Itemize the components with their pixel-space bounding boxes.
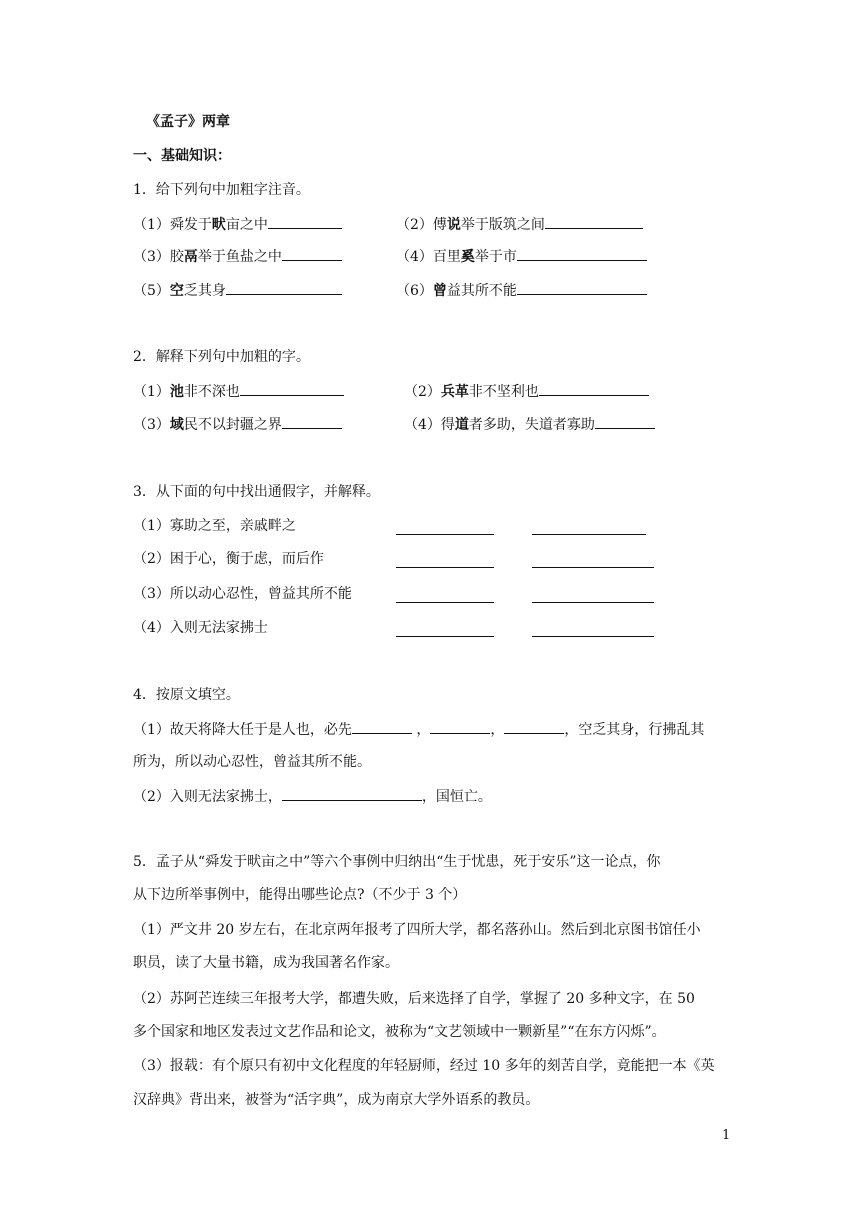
q5-example-3-line-1: （3）报载：有个原只有初中文化程度的年轻厨师，经过 10 多年的刻苦自学，竟能把一本《英: [133, 1058, 715, 1074]
q2-item-4: （4）得道者多助，失道者寡助: [404, 414, 655, 435]
q1-item-2: （2）傅说举于版筑之间: [396, 214, 643, 235]
page-number: 1: [722, 1128, 731, 1143]
q5-example-1-line-1: （1）严文井 20 岁左右，在北京两年报考了四所大学，都名落孙山。然后到北京图书馆任小: [133, 922, 701, 938]
answer-blank[interactable]: [282, 786, 422, 801]
q5-stem-line-1: 5．孟子从“舜发于畎亩之中”等六个事例中归纳出“生于忧患，死于安乐”这一论点，你: [133, 854, 661, 870]
answer-blank[interactable]: [532, 520, 646, 535]
q5-stem-line-2: 从下边所举事例中，能得出哪些论点?（不少于 3 个）: [133, 887, 467, 903]
q5-example-2-line-2: 多个国家和地区发表过文艺作品和论文，被称为“文艺领域中一颗新星”“在东方闪烁”。: [133, 1024, 666, 1040]
q2-stem: 2．解释下列句中加粗的字。: [133, 349, 310, 365]
answer-blank[interactable]: [532, 553, 654, 568]
q3-item-2: （2）困于心，衡于虑，而后作: [133, 551, 324, 567]
answer-blank[interactable]: [539, 381, 649, 396]
q4-line-1: （1）故天将降大任于是人也，必先 ， ， ，空乏其身，行拂乱其: [133, 719, 704, 740]
answer-blank[interactable]: [545, 214, 643, 229]
q5-example-2-line-1: （2）苏阿芒连续三年报考大学，都遭失败，后来选择了自学，掌握了 20 多种文字，在 50: [133, 991, 695, 1007]
q2-item-2: （2）兵革非不坚利也: [404, 381, 649, 402]
answer-blank[interactable]: [352, 719, 412, 734]
q1-item-6: （6）曾益其所不能: [396, 280, 647, 301]
section-heading: 一、基础知识：: [133, 148, 231, 164]
q5-example-1-line-2: 职员，读了大量书籍，成为我国著名作家。: [133, 955, 399, 971]
q3-item-3: （3）所以动心忍性，曾益其所不能: [133, 586, 352, 602]
answer-blank[interactable]: [504, 719, 564, 734]
q4-line-2: 所为，所以动心忍性，曾益其所不能。: [133, 754, 371, 770]
answer-blank[interactable]: [532, 622, 654, 637]
answer-blank[interactable]: [517, 280, 647, 295]
answer-blank[interactable]: [396, 553, 494, 568]
q3-item-4: （4）入则无法家拂士: [133, 620, 268, 636]
answer-blank[interactable]: [282, 414, 342, 429]
answer-blank[interactable]: [517, 246, 647, 261]
answer-blank[interactable]: [282, 246, 342, 261]
q4-line-3: （2）入则无法家拂士， ，国恒亡。: [133, 786, 492, 807]
answer-blank[interactable]: [396, 520, 494, 535]
q3-stem: 3．从下面的句中找出通假字，并解释。: [133, 484, 380, 500]
answer-blank[interactable]: [430, 719, 490, 734]
q1-item-1: （1）舜发于畎亩之中: [133, 214, 342, 235]
q1-stem: 1．给下列句中加粗字注音。: [133, 182, 310, 198]
answer-blank[interactable]: [396, 622, 494, 637]
q4-stem: 4．按原文填空。: [133, 687, 240, 703]
q5-example-3-line-2: 汉辞典》背出来，被誉为“活字典”，成为南京大学外语系的教员。: [133, 1092, 540, 1108]
answer-blank[interactable]: [240, 381, 344, 396]
q2-item-3: （3）域民不以封疆之界: [133, 414, 342, 435]
q1-item-4: （4）百里奚举于市: [396, 246, 647, 267]
answer-blank[interactable]: [226, 280, 342, 295]
document-title: 《孟子》两章: [146, 114, 230, 130]
q2-item-1: （1）池非不深也: [133, 381, 344, 402]
q1-item-5: （5）空乏其身: [133, 280, 342, 301]
answer-blank[interactable]: [532, 588, 654, 603]
answer-blank[interactable]: [268, 214, 342, 229]
q1-item-3: （3）胶鬲举于鱼盐之中: [133, 246, 342, 267]
answer-blank[interactable]: [595, 414, 655, 429]
answer-blank[interactable]: [396, 588, 494, 603]
q3-item-1: （1）寡助之至，亲戚畔之: [133, 518, 296, 534]
